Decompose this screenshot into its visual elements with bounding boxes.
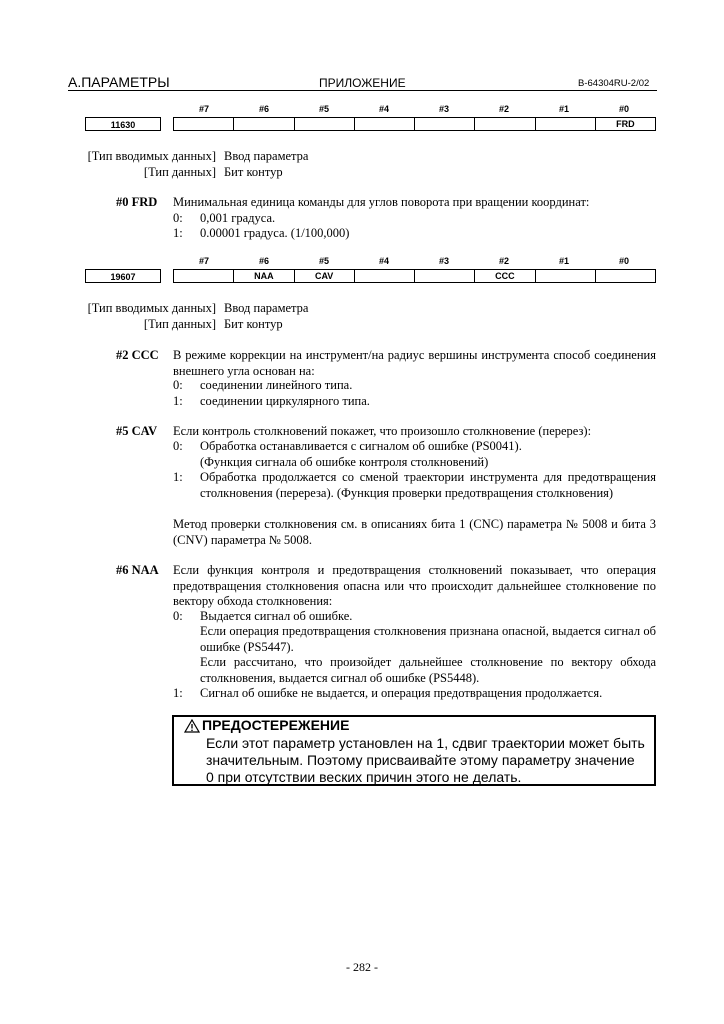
caution-title: ПРЕДОСТЕРЕЖЕНИЕ xyxy=(202,717,350,733)
bit-cell xyxy=(174,270,234,282)
header-appendix-title: ПРИЛОЖЕНИЕ xyxy=(319,76,406,90)
option-text: Если рассчитано, что произойдет дальнейшее столкновение по вектору обхода столкновения, выдается сигнал об ошибке (PS5448). xyxy=(200,655,656,685)
bit-label: #2 xyxy=(498,104,509,114)
param-bit-cells xyxy=(173,117,656,131)
option-text: (Функция сигнала об ошибке контроля столкновений) xyxy=(200,455,489,469)
bit-cell xyxy=(355,270,415,282)
param-number-box: 19607 xyxy=(85,269,161,283)
data-type-value: Бит контур xyxy=(224,165,283,179)
bit-cell: CCC xyxy=(475,270,535,282)
bit-cell: CAV xyxy=(295,270,355,282)
data-type-input-value: Ввод параметра xyxy=(224,149,309,163)
bit-name-cav: #5 CAV xyxy=(116,424,158,438)
bit-label: #4 xyxy=(378,104,389,114)
option-number: 0: xyxy=(173,378,183,392)
bit-name-naa: #6 NAA xyxy=(116,563,159,577)
bit-cell: NAA xyxy=(234,270,294,282)
bit-cell xyxy=(415,270,475,282)
option-text: 0.00001 градуса. (1/100,000) xyxy=(200,226,350,240)
bit-cell: FRD xyxy=(616,119,635,129)
bit-label: #0 xyxy=(618,256,629,266)
bit-label: #1 xyxy=(558,256,569,266)
bit-label: #7 xyxy=(198,256,209,266)
data-type-input-value: Ввод параметра xyxy=(224,301,309,315)
bit-label: #2 xyxy=(498,256,509,266)
bit-label: #5 xyxy=(318,256,329,266)
bit-cell xyxy=(536,118,596,130)
bit-desc-ccc: В режиме коррекции на инструмент/на радиус вершины инструмента способ соединения внешнего угла основан на: xyxy=(173,348,656,378)
bit-label: #0 xyxy=(618,104,629,114)
bit-cell xyxy=(475,118,535,130)
option-number: 1: xyxy=(173,470,183,484)
data-type-key: [Тип данных] xyxy=(143,317,216,331)
bit-label: #5 xyxy=(318,104,329,114)
param-bit-cells xyxy=(173,269,656,283)
data-type-input-key: [Тип вводимых данных] xyxy=(87,301,216,315)
bit-desc-naa: Если функция контроля и предотвращения столкновений показывает, что операция предотвращения столкновения опасна или что происходит дальнейшее столкновение по вектору обхода столкновения: xyxy=(173,563,656,608)
option-number: 1: xyxy=(173,394,183,408)
caution-box xyxy=(172,715,656,786)
option-text: соединении циркулярного типа. xyxy=(200,394,370,408)
bit-cell xyxy=(415,118,475,130)
bit-labels-row-1 xyxy=(174,104,656,114)
header-section-title: А.ПАРАМЕТРЫ xyxy=(68,74,170,90)
option-text: Обработка продолжается со сменой траектории инструмента для предотвращения столкновения (перереза). (Функция проверки предотвращения столкновения) xyxy=(200,470,656,500)
bit-label: #6 xyxy=(258,104,269,114)
bit-labels-row-2 xyxy=(174,256,656,266)
bit-desc-frd: Минимальная единица команды для углов поворота при вращении координат: xyxy=(173,195,590,209)
bit-name-ccc: #2 CCC xyxy=(116,348,159,362)
bit-cell xyxy=(536,270,596,282)
option-text: Сигнал об ошибке не выдается, и операция предотвращения продолжается. xyxy=(200,686,603,700)
option-number: 1: xyxy=(173,686,183,700)
option-text: Обработка останавливается с сигналом об ошибке (PS0041). xyxy=(200,439,522,453)
option-text: 0,001 градуса. xyxy=(200,211,276,225)
bit-label: #1 xyxy=(558,104,569,114)
data-type-value: Бит контур xyxy=(224,317,283,331)
bit-cell xyxy=(355,118,415,130)
option-number: 0: xyxy=(173,609,183,623)
bit-label: #3 xyxy=(438,104,449,114)
bit-label: #7 xyxy=(198,104,209,114)
data-type-input-key: [Тип вводимых данных] xyxy=(87,149,216,163)
header-doc-code: B-64304RU-2/02 xyxy=(578,78,650,89)
bit-label: #6 xyxy=(258,256,269,266)
header-rule xyxy=(68,90,657,91)
bit-label: #4 xyxy=(378,256,389,266)
option-text: соединении линейного типа. xyxy=(200,378,353,392)
bit-cell xyxy=(174,118,234,130)
caution-body: Если этот параметр установлен на 1, сдвиг траектории может быть значительным. Поэтому присваивайте этому параметру значение 0 при отсутствии веских причин этого не делать. xyxy=(206,735,645,785)
option-number: 1: xyxy=(173,226,183,240)
warning-icon xyxy=(184,719,200,733)
bit-cell xyxy=(596,270,655,282)
bit-name-frd: #0 FRD xyxy=(116,195,158,209)
bit-desc-cav: Если контроль столкновений покажет, что произошло столкновение (перерез): xyxy=(173,424,592,438)
bit-label: #3 xyxy=(438,256,449,266)
bit-cell xyxy=(295,118,355,130)
option-number: 0: xyxy=(173,439,183,453)
option-number: 0: xyxy=(173,211,183,225)
bit-cell xyxy=(234,118,294,130)
option-text: Выдается сигнал об ошибке. xyxy=(200,609,353,623)
cav-note: Метод проверки столкновения см. в описаниях бита 1 (CNC) параметра № 5008 и бита 3 (CNV) параметра № 5008. xyxy=(173,517,656,547)
page-number: - 282 - xyxy=(346,960,378,974)
data-type-key: [Тип данных] xyxy=(143,165,216,179)
option-text: Если операция предотвращения столкновения признана опасной, выдается сигнал об ошибке (PS5447). xyxy=(200,624,656,654)
param-number-box: 11630 xyxy=(85,117,161,131)
